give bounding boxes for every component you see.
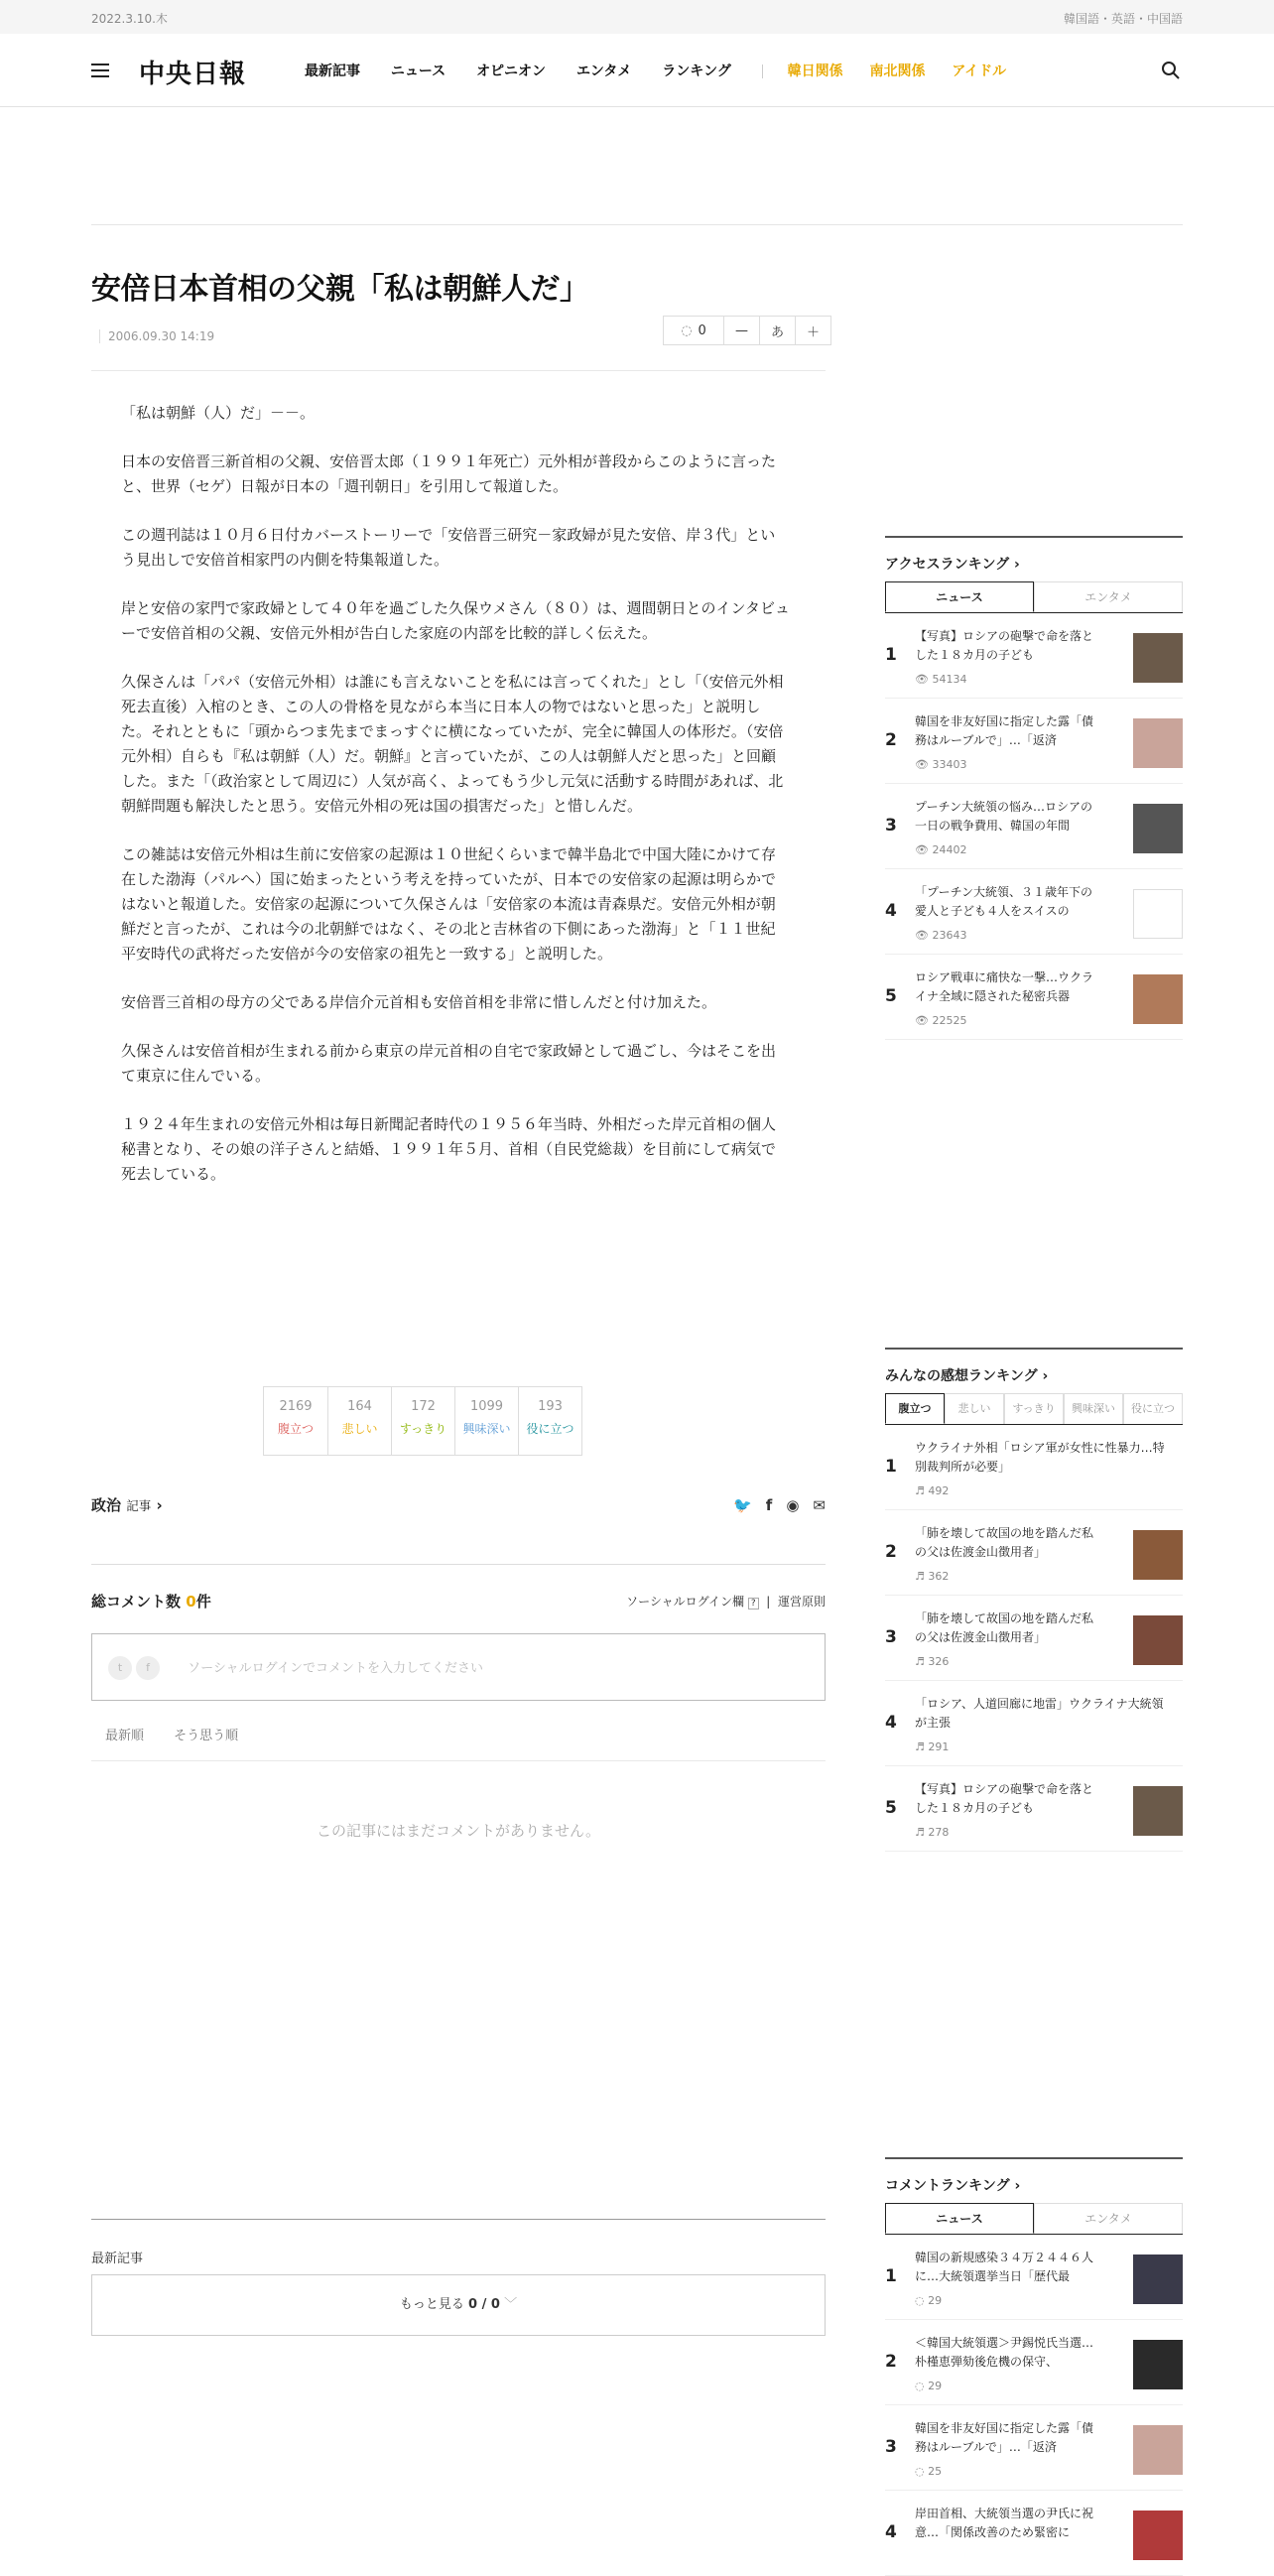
paragraph: 「私は朝鮮（人）だ」－－。 bbox=[121, 404, 316, 422]
paragraph: 久保さんは「パパ（安倍元外相）は誰にも言えないことを私には言ってくれた」とし「（安倍元外相死去直後）入棺のとき、この人の骨格を見ながら本当に日本人の物ではないと思った」と説明した。それとともに「頭からつま先までまっすぐに横になっていたが、完全に韓国人の体形だ。（安倍元外相）自らも『私は朝鮮（人）だ。朝鮮』と言っていたが、この人は朝鮮人だと思った」と回顧した。また「（政治家として周辺に）人気が高く、よってもう少し元気に活動する時間があれば、北朝鮮問題も解決したと思う。安倍元外相の死は国の損害だった」と惜しんだ。 bbox=[121, 673, 784, 815]
tab-sad[interactable]: 悲しい bbox=[945, 1393, 1004, 1424]
nav-ranking[interactable]: ランキング bbox=[662, 64, 731, 79]
thumbnail bbox=[1133, 633, 1183, 683]
sort-agree[interactable]: そう思う順 bbox=[174, 1729, 239, 1743]
facebook-login-icon[interactable]: f bbox=[136, 1656, 160, 1680]
view-count: 👁 54134 bbox=[915, 673, 967, 686]
reaction-count: ♬ 362 bbox=[915, 1570, 950, 1583]
tab-entertainment[interactable]: エンタメ bbox=[1034, 581, 1183, 612]
policy-link[interactable]: 運営原則 bbox=[777, 1595, 826, 1609]
view-count: 👁 24402 bbox=[915, 843, 967, 856]
reaction-sad[interactable]: 164 悲しい bbox=[327, 1387, 391, 1455]
comment-input[interactable] bbox=[91, 1633, 826, 1701]
article-date: 2006.09.30 14:19 bbox=[99, 329, 214, 343]
view-count: 👁 23643 bbox=[915, 929, 967, 942]
ranking-item[interactable]: 3 韓国を非友好国に指定した露「債務はルーブルで」…「返済 ◌ 25 bbox=[885, 2405, 1183, 2491]
reaction-count: ♬ 326 bbox=[915, 1655, 950, 1668]
share-buttons bbox=[733, 1496, 826, 1514]
font-size-label[interactable]: あ bbox=[759, 317, 795, 344]
help-icon[interactable]: ? bbox=[748, 1598, 759, 1610]
sort-latest[interactable]: 最新順 bbox=[105, 1729, 145, 1743]
reaction-count: ♬ 492 bbox=[915, 1484, 950, 1497]
site-logo[interactable]: 中央日報 bbox=[139, 60, 247, 89]
comment-count-button[interactable] bbox=[664, 317, 723, 344]
thumbnail bbox=[1133, 974, 1183, 1024]
line-icon[interactable]: ◉ bbox=[786, 1496, 800, 1514]
ranking-item[interactable]: 5 【写真】ロシアの砲撃で命を落とした１８カ月の子ども ♬ 278 bbox=[885, 1766, 1183, 1852]
paragraph: 安倍晋三首相の母方の父である岸信介元首相も安倍首相を非常に惜しんだと付け加えた。 bbox=[121, 993, 717, 1011]
reaction-icon: ♬ bbox=[915, 1484, 925, 1497]
ranking-item[interactable]: 4 「ロシア、人道回廊に地雷」ウクライナ大統領が主張 ♬ 291 bbox=[885, 1681, 1183, 1766]
reaction-bar bbox=[263, 1386, 582, 1456]
thumbnail bbox=[1133, 2425, 1183, 2475]
article-divider bbox=[91, 370, 826, 371]
reaction-interesting[interactable]: 1099 興味深い bbox=[454, 1387, 518, 1455]
ranking-item[interactable]: 3 プーチン大統領の悩み…ロシアの一日の戦争費用、韓国の年間 👁 24402 bbox=[885, 784, 1183, 869]
nav-entertainment[interactable]: エンタメ bbox=[575, 64, 632, 79]
twitter-login-icon[interactable]: t bbox=[108, 1656, 132, 1680]
ranking-item[interactable]: 2 韓国を非友好国に指定した露「債務はルーブルで」…「返済 👁 33403 bbox=[885, 699, 1183, 784]
tab-news[interactable]: ニュース bbox=[885, 2203, 1034, 2234]
reaction-icon: ♬ bbox=[915, 1570, 925, 1583]
eye-icon: 👁 bbox=[915, 758, 929, 771]
reaction-useful[interactable]: 193 役に立つ bbox=[518, 1387, 581, 1455]
thumbnail bbox=[1133, 2511, 1183, 2560]
comment-bubble-icon: ◌ bbox=[915, 2380, 925, 2392]
chevron-down-icon: ﹀ bbox=[504, 2297, 518, 2312]
paragraph: １９２４年生まれの安倍元外相は毎日新聞記者時代の１９５６年当時、外相だった岸元首相の個人秘書となり、その娘の洋子さんと結婚、１９９１年５月、首相（自民党総裁）を目前にして病気で死去している。 bbox=[121, 1115, 777, 1183]
no-comments-message: この記事にはまだコメントがありません。 bbox=[317, 1822, 600, 1840]
ranking-item[interactable]: 3 「肺を壊して故国の地を踏んだ私の父は佐渡金山徴用者」 ♬ 326 bbox=[885, 1596, 1183, 1681]
reaction-count: ♬ 278 bbox=[915, 1826, 950, 1839]
ad-divider bbox=[91, 224, 1183, 225]
latest-articles bbox=[91, 2219, 826, 2266]
article-tools bbox=[663, 316, 831, 345]
twitter-icon[interactable]: 🐦 bbox=[733, 1496, 752, 1514]
thumbnail bbox=[1133, 2254, 1183, 2304]
comment-count: ◌ 29 bbox=[915, 2380, 943, 2392]
comment-ranking bbox=[885, 2157, 1183, 2576]
thumbnail bbox=[1133, 1530, 1183, 1580]
main-nav bbox=[305, 61, 1028, 80]
comment-bubble-icon: ◌ bbox=[681, 322, 693, 338]
comment-ranking-title[interactable]: コメントランキング › bbox=[885, 2157, 1183, 2203]
ranking-item[interactable]: 1 【写真】ロシアの砲撃で命を落とした１８カ月の子ども 👁 54134 bbox=[885, 613, 1183, 699]
font-increase-button[interactable]: ＋ bbox=[795, 317, 830, 344]
comment-count: ◌ 25 bbox=[915, 2465, 943, 2478]
thumbnail bbox=[1133, 718, 1183, 768]
paragraph: 久保さんは安倍首相が生まれる前から東京の岸元首相の自宅で家政婦として過ごし、今はそこを出て東京に住んでいる。 bbox=[121, 1042, 777, 1085]
access-ranking bbox=[885, 536, 1183, 1040]
comment-header bbox=[91, 1564, 826, 1611]
thumbnail bbox=[1133, 1615, 1183, 1665]
feeling-ranking-title[interactable]: みんなの感想ランキング › bbox=[885, 1348, 1183, 1393]
top-bar bbox=[0, 0, 1274, 34]
reaction-angry[interactable]: 2169 腹立つ bbox=[277, 1399, 314, 1436]
paragraph: この雑誌は安倍元外相は生前に安倍家の起源は１０世紀くらいまで韓半島北で中国大陸にかけて存在した渤海（パルヘ）国に始まったという考えを持っていたが、日本での安倍家の起源は明らかではないと報道した。安倍家の起源について久保さんは「安倍家の本流は青森県だ。安倍元外相が朝鮮だと言ったが、これは今の北朝鮮ではなく、その北と吉林省の下側にあった渤海」と「１１世紀平安時代の武将だった安倍が今の安倍家の祖先と一致する」と説明した。 bbox=[121, 845, 777, 963]
comment-count: ◌ 29 bbox=[915, 2294, 943, 2307]
font-decrease-button[interactable]: — bbox=[723, 317, 759, 344]
paragraph: 日本の安倍晋三新首相の父親、安倍晋太郎（１９９１年死亡）元外相が普段からこのように言ったと、世界（セゲ）日報が日本の「週刊朝日」を引用して報道した。 bbox=[121, 452, 777, 495]
reaction-refreshed[interactable]: 172 すっきり bbox=[391, 1387, 454, 1455]
thumbnail bbox=[1133, 889, 1183, 939]
nav-news[interactable]: ニュース bbox=[390, 64, 446, 79]
reaction-count: ♬ 291 bbox=[915, 1740, 950, 1753]
thumbnail bbox=[1133, 1786, 1183, 1836]
comment-total: 総コメント数 0件 bbox=[91, 1593, 211, 1610]
reaction-icon: ♬ bbox=[915, 1826, 925, 1839]
paragraph: この週刊誌は１０月６日付カバーストーリーで「安倍晋三研究－家政婦が見た安倍、岸３代」という見出しで安倍首相家門の内側を特集報道した。 bbox=[121, 526, 776, 569]
comment-header-links: ソーシャルログイン欄 ? | 運営原則 bbox=[626, 1595, 826, 1609]
tab-entertainment[interactable]: エンタメ bbox=[1034, 2203, 1183, 2234]
sort-divider bbox=[91, 1760, 826, 1761]
feeling-ranking-tabs bbox=[885, 1393, 1183, 1425]
nav-korea-japan[interactable]: 韓日関係 bbox=[787, 64, 843, 79]
category-row bbox=[91, 1494, 826, 1516]
access-ranking-title[interactable]: アクセスランキング › bbox=[885, 536, 1183, 581]
reaction-icon: ♬ bbox=[915, 1740, 925, 1753]
site-header bbox=[0, 34, 1274, 107]
ranking-item[interactable]: 4 岸田首相、大統領当選の尹氏に祝意…「関係改善のため緊密に bbox=[885, 2491, 1183, 2576]
tab-refreshed[interactable]: すっきり bbox=[1004, 1393, 1064, 1424]
feeling-ranking bbox=[885, 1348, 1183, 1852]
eye-icon: 👁 bbox=[915, 843, 929, 856]
comment-sort bbox=[105, 1725, 264, 1743]
comment-bubble-icon: ◌ bbox=[915, 2465, 925, 2478]
social-login-link[interactable]: ソーシャルログイン欄 bbox=[626, 1595, 745, 1609]
tab-news[interactable]: ニュース bbox=[885, 581, 1034, 612]
eye-icon: 👁 bbox=[915, 929, 929, 942]
article-body bbox=[121, 401, 790, 1211]
menu-icon[interactable] bbox=[91, 64, 109, 77]
nav-divider bbox=[762, 64, 763, 78]
paragraph: 岸と安倍の家門で家政婦として４０年を過ごした久保ウメさん（８０）は、週間朝日とのインタビューで安倍首相の父親、安倍元外相が告白した家庭の内部を比較的詳しく伝えた。 bbox=[121, 599, 790, 642]
tab-useful[interactable]: 役に立つ bbox=[1123, 1393, 1183, 1424]
ranking-item[interactable]: 4 「プーチン大統領、３１歳年下の愛人と子ども４人をスイスの 👁 23643 bbox=[885, 869, 1183, 955]
comment-bubble-icon: ◌ bbox=[915, 2294, 925, 2307]
latest-label: 最新記事 bbox=[91, 2252, 144, 2266]
today-date: 2022.3.10.木 bbox=[91, 12, 168, 26]
article-title: 安倍日本首相の父親「私は朝鮮人だ」 bbox=[91, 272, 589, 307]
eye-icon: 👁 bbox=[915, 673, 929, 686]
more-button[interactable]: もっと見る 0 / 0 ﹀ bbox=[91, 2274, 826, 2336]
nav-opinion[interactable]: オピニオン bbox=[476, 64, 547, 79]
ranking-item[interactable]: 1 韓国の新規感染３４万２４４６人に…大統領選挙当日「歴代最 ◌ 29 bbox=[885, 2235, 1183, 2320]
ranking-item[interactable]: 2 「肺を壊して故国の地を踏んだ私の父は佐渡金山徴用者」 ♬ 362 bbox=[885, 1510, 1183, 1596]
view-count: 👁 33403 bbox=[915, 758, 967, 771]
comment-count: 0 bbox=[698, 322, 706, 338]
eye-icon: 👁 bbox=[915, 1014, 929, 1027]
nav-latest[interactable]: 最新記事 bbox=[305, 64, 360, 79]
nav-idol[interactable]: アイドル bbox=[952, 64, 1007, 79]
nav-north-south[interactable]: 南北関係 bbox=[869, 64, 926, 79]
language-links[interactable]: 韓国語・英語・中国語 bbox=[1063, 12, 1183, 26]
category-link[interactable]: 政治 記事 › bbox=[91, 1496, 163, 1514]
search-icon[interactable] bbox=[1161, 61, 1181, 80]
reaction-icon: ♬ bbox=[915, 1655, 925, 1668]
ranking-item[interactable]: 1 ウクライナ外相「ロシア軍が女性に性暴力…特別裁判所が必要」 ♬ 492 bbox=[885, 1425, 1183, 1510]
view-count: 👁 22525 bbox=[915, 1014, 967, 1027]
comment-placeholder: ソーシャルログインでコメントを入力してください bbox=[188, 1660, 483, 1676]
access-ranking-tabs bbox=[885, 581, 1183, 613]
tab-interesting[interactable]: 興味深い bbox=[1064, 1393, 1123, 1424]
mail-icon[interactable]: ✉ bbox=[813, 1496, 826, 1514]
thumbnail bbox=[1133, 804, 1183, 853]
ranking-item[interactable]: 5 ロシア戦車に痛快な一撃…ウクライナ全域に隠された秘密兵器 👁 22525 bbox=[885, 955, 1183, 1040]
thumbnail bbox=[1133, 2340, 1183, 2389]
ranking-item[interactable]: 2 ＜韓国大統領選＞尹錫悦氏当選…朴槿恵弾劾後危機の保守、 ◌ 29 bbox=[885, 2320, 1183, 2405]
comment-ranking-tabs bbox=[885, 2203, 1183, 2235]
tab-angry[interactable]: 腹立つ bbox=[885, 1393, 945, 1424]
facebook-icon[interactable]: f bbox=[765, 1496, 773, 1514]
